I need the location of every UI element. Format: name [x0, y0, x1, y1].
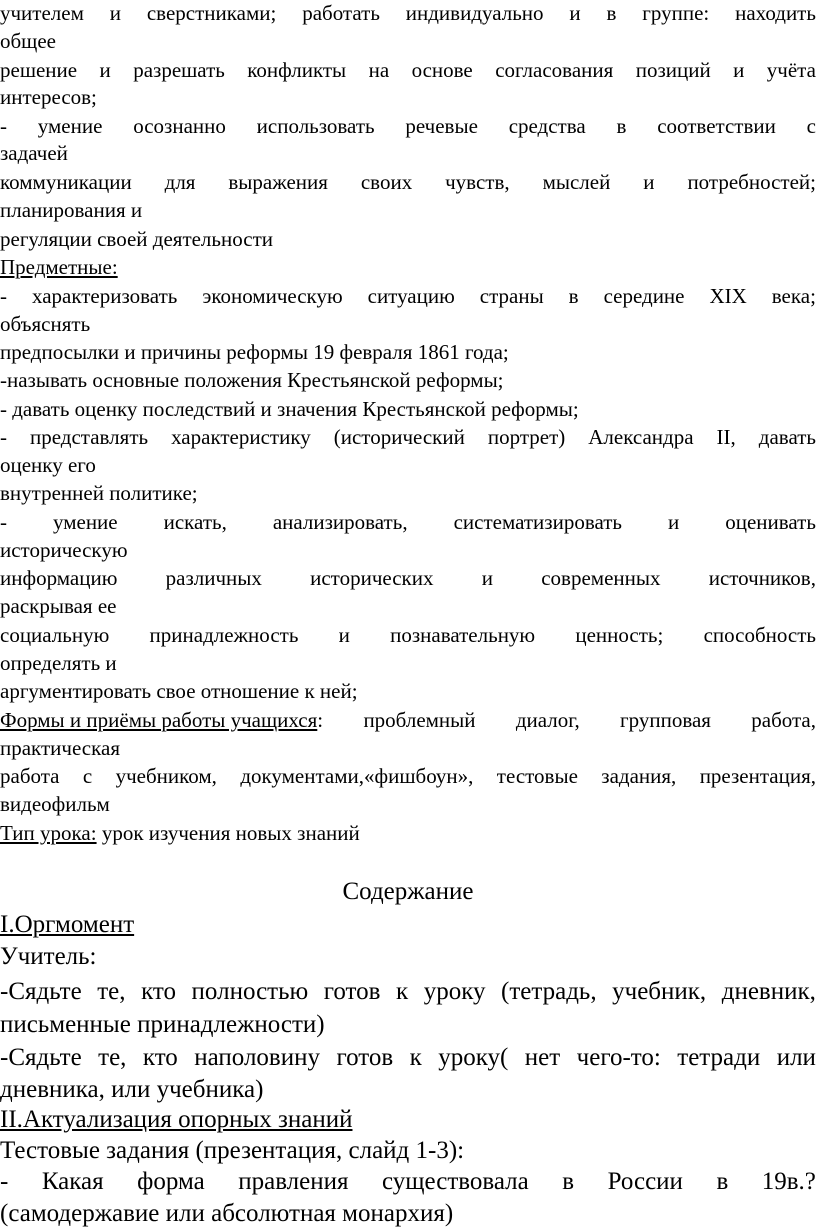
section-line: [0, 1166, 816, 1198]
subject-line-word: и: [481, 566, 493, 590]
subject-line: внутренней политике;: [0, 481, 198, 505]
subject-line-word: II,: [716, 425, 736, 449]
forms-line-word: документами,«фишбоун»,: [240, 764, 474, 788]
subject-line-word: исторических: [310, 566, 434, 590]
section-line-word: России: [607, 1168, 683, 1195]
forms-word: проблемный: [363, 708, 476, 732]
section-line-word: уроку: [423, 978, 486, 1005]
text-line-word: речевые: [405, 114, 478, 138]
forms-colon: :: [317, 708, 324, 732]
forms-word: работа,: [751, 708, 816, 732]
subject-line-word: ценность;: [575, 623, 664, 647]
section-line-word: кто: [141, 978, 176, 1005]
subject-line-word: социальную: [0, 623, 110, 647]
forms-label-text: Формы и приёмы работы учащихся: [0, 708, 318, 732]
section-line: [0, 1042, 816, 1074]
text-line: задачей: [0, 141, 68, 165]
text-line: интересов;: [0, 85, 97, 109]
subject-line-word: и: [667, 510, 680, 534]
section-line-word: -Сядьте: [0, 1044, 82, 1071]
section-line-word: Какая: [41, 1168, 104, 1195]
text-line-word: и: [109, 1, 121, 25]
text-line-word: выражения: [228, 170, 328, 194]
section-line-word: -Сядьте: [0, 978, 82, 1005]
forms-word: групповая: [620, 708, 711, 732]
subject-line-word: портрет): [487, 425, 566, 449]
subject-line-word: искать,: [163, 510, 227, 534]
forms-label: [0, 707, 323, 733]
section-line-word: -: [0, 1168, 9, 1195]
section-line-word: готов: [336, 1044, 394, 1071]
text-line-word: для: [164, 170, 196, 194]
section-line-word: форма: [137, 1168, 205, 1195]
subject-line: [0, 565, 816, 591]
subject-line: определять и: [0, 651, 117, 675]
section-line-word: существовала: [382, 1168, 529, 1195]
subject-line-word: и: [338, 623, 350, 647]
text-line-word: потребностей;: [687, 170, 816, 194]
subject-line: -называть основные положения Крестьянской реформы;: [0, 368, 504, 392]
section-line-word: учебник,: [612, 978, 707, 1005]
text-line: общее: [0, 29, 56, 53]
section-line-word: к: [409, 1044, 422, 1071]
text-line-word: решение: [0, 58, 78, 82]
text-line-word: согласования: [495, 58, 614, 82]
subject-line: - давать оценку последствий и значения Крестьянской реформы;: [0, 397, 579, 421]
subject-line-word: принадлежность: [149, 623, 299, 647]
text-line-word: коммуникации: [0, 170, 132, 194]
section-line-word: (тетрадь,: [501, 978, 597, 1005]
section-line: письменные принадлежности): [0, 1011, 325, 1038]
text-line-word: и: [643, 170, 655, 194]
text-line-word: чувств,: [445, 170, 510, 194]
subject-line-word: экономическую: [202, 284, 343, 308]
subject-line: объяснять: [0, 312, 91, 336]
text-line-word: с: [806, 114, 816, 138]
text-line: [0, 169, 816, 195]
subject-line-word: XIX: [709, 284, 747, 308]
text-line-word: группе:: [642, 1, 710, 25]
section-line: Учитель:: [0, 943, 97, 970]
section-line-word: те,: [98, 1044, 127, 1071]
text-line-word: на: [368, 58, 390, 82]
subject-line-word: информацию: [0, 566, 118, 590]
subject-line-word: способность: [703, 623, 816, 647]
section-heading: II.Актуализация опорных знаний: [0, 1106, 353, 1133]
subject-line: [0, 509, 816, 535]
subject-line-word: в: [568, 284, 579, 308]
section-line-word: готов: [323, 978, 381, 1005]
subject-line-word: анализировать,: [272, 510, 408, 534]
lesson-type: [0, 820, 816, 846]
section-line-word: в: [562, 1168, 575, 1195]
subject-line-word: -: [0, 284, 7, 308]
text-line-word: сверстниками;: [146, 1, 277, 25]
text-line-word: средства: [508, 114, 586, 138]
subject-line: историческую: [0, 538, 128, 562]
section-line-word: уроку(: [438, 1044, 509, 1071]
text-line: регуляции своей деятельности: [0, 227, 273, 251]
lesson-type-value: урок изучения новых знаний: [96, 821, 360, 845]
section-line: [0, 976, 816, 1008]
text-line-word: работать: [302, 1, 380, 25]
section-line: (самодержавие или абсолютная монархия): [0, 1200, 454, 1227]
subject-line-word: источников,: [708, 566, 816, 590]
subject-line-word: представлять: [30, 425, 149, 449]
section-line-word: правления: [238, 1168, 349, 1195]
subject-line-word: (исторический: [333, 425, 465, 449]
subject-line-word: ситуацию: [367, 284, 455, 308]
text-line-word: индивидуально: [405, 1, 544, 25]
text-line-word: позиций: [635, 58, 711, 82]
forms-word: диалог,: [515, 708, 580, 732]
subject-line-word: систематизировать: [453, 510, 622, 534]
forms-line: [0, 763, 816, 789]
subject-line-word: века;: [771, 284, 816, 308]
subject-line-word: характеристику: [171, 425, 311, 449]
forms-line-word: задания,: [601, 764, 677, 788]
text-line: [0, 0, 816, 26]
subject-line: оценку его: [0, 453, 96, 477]
section-line-word: те,: [97, 978, 126, 1005]
content-title: Содержание: [342, 878, 474, 905]
subject-line: [0, 424, 816, 450]
forms-line: видеофильм: [0, 792, 110, 816]
text-line-word: и: [99, 58, 111, 82]
subject-line-word: давать: [758, 425, 816, 449]
forms-line-word: тестовые: [496, 764, 578, 788]
subject-line-word: страны: [479, 284, 544, 308]
section-line-word: наполовину: [194, 1044, 320, 1071]
subject-line: предпосылки и причины реформы 19 февраля 1861 года;: [0, 340, 509, 364]
section-heading: I.Оргмомент: [0, 911, 135, 938]
section-line-word: тетради: [677, 1044, 761, 1071]
text-line-word: в: [606, 1, 617, 25]
subject-line-word: -: [0, 425, 7, 449]
text-line-word: в: [616, 114, 627, 138]
text-line-word: учителем: [0, 1, 84, 25]
subject-line-word: середине: [603, 284, 685, 308]
subject-line-word: Александра: [588, 425, 694, 449]
section-line-word: кто: [142, 1044, 178, 1071]
section-line: дневника, или учебника): [0, 1076, 264, 1103]
section-line-word: или: [776, 1044, 816, 1071]
subject-line: раскрывая ее: [0, 594, 117, 618]
subject-line-word: познавательную: [390, 623, 536, 647]
subject-line: аргументировать свое отношение к ней;: [0, 679, 358, 703]
subject-line-word: современных: [541, 566, 661, 590]
section-line: Тестовые задания (презентация, слайд 1-3):: [0, 1137, 465, 1164]
subject-line: [0, 622, 816, 648]
text-line-word: своих: [360, 170, 413, 194]
text-line-word: и: [733, 58, 745, 82]
text-line-word: соответствии: [657, 114, 776, 138]
subject-heading: Предметные:: [0, 255, 118, 279]
text-line-word: находить: [735, 1, 816, 25]
text-line-word: использовать: [256, 114, 375, 138]
text-line-word: мыслей: [542, 170, 611, 194]
text-line-word: умение: [37, 114, 103, 138]
forms-line: практическая: [0, 736, 120, 760]
section-line-word: дневник,: [721, 978, 816, 1005]
text-line: [0, 113, 816, 139]
subject-line-word: -: [0, 510, 7, 534]
forms-line-word: учебником,: [115, 764, 217, 788]
forms-line-word: презентация,: [699, 764, 816, 788]
section-line-word: в: [716, 1168, 729, 1195]
text-line-word: учёта: [766, 58, 816, 82]
forms-line-word: с: [82, 764, 93, 788]
text-line-word: -: [0, 114, 7, 138]
text-line-word: основе: [411, 58, 473, 82]
section-line-word: 19в.?: [761, 1168, 816, 1195]
text-line-word: и: [569, 1, 581, 25]
subject-line-word: умение: [52, 510, 118, 534]
subject-line-word: оценивать: [725, 510, 816, 534]
section-line-word: нет: [524, 1044, 561, 1071]
subject-line-word: характеризовать: [31, 284, 178, 308]
text-line-word: осознанно: [133, 114, 226, 138]
text-line-word: конфликты: [247, 58, 347, 82]
lesson-type-label: Тип урока:: [0, 821, 97, 845]
section-line-word: к: [395, 978, 409, 1005]
subject-line: [0, 283, 816, 309]
section-line-word: полностью: [191, 978, 309, 1005]
text-line: планирования и: [0, 198, 143, 222]
forms-line-word: работа: [0, 764, 60, 788]
forms-line: [0, 707, 816, 733]
text-line-word: разрешать: [133, 58, 225, 82]
text-line: [0, 57, 816, 83]
subject-line-word: различных: [165, 566, 262, 590]
section-line-word: чего-то:: [576, 1044, 661, 1071]
